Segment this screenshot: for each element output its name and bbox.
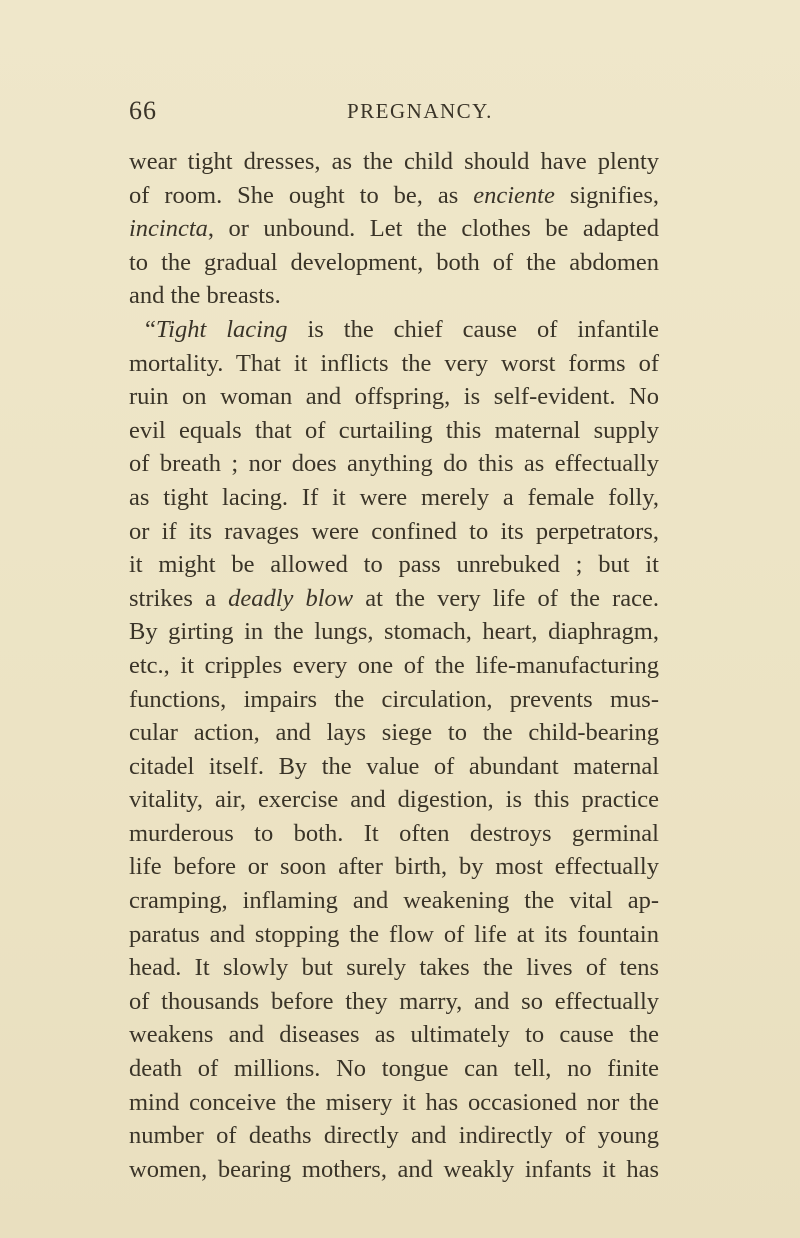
text-line: evil equals that of curtailing this maternal supply (129, 416, 659, 444)
text-line: it might be allowed to pass unrebuked ; but it (129, 551, 659, 579)
text-line: to the gradual development, both of the abdomen (129, 248, 659, 276)
text-line: number of deaths directly and indirectly of young (129, 1122, 659, 1150)
text-line: By girting in the lungs, stomach, heart, diaphragm, (129, 618, 659, 646)
text-line: of room. She ought to be, as enciente signifies, (129, 181, 659, 209)
page-number: 66 (129, 96, 157, 125)
text-line: as tight lacing. If it were merely a female folly, (129, 483, 659, 511)
text-line: mind conceive the misery it has occasioned nor the (129, 1088, 659, 1116)
text-line: of breath ; nor does anything do this as effectually (129, 450, 659, 478)
text-line: weakens and diseases as ultimately to cause the (129, 1021, 659, 1049)
text-line: and the breasts. (129, 282, 281, 310)
text-line: death of millions. No tongue can tell, no finite (129, 1055, 659, 1083)
text-line: paratus and stopping the flow of life at its fountain (129, 920, 659, 948)
text-line: vitality, air, exercise and digestion, is this practice (129, 786, 659, 814)
text-line: citadel itself. By the value of abundant maternal (129, 752, 659, 780)
text-line: strikes a deadly blow at the very life of the race. (129, 584, 659, 612)
italic-term: incincta (129, 215, 208, 243)
text-line: women, bearing mothers, and weakly infants it has (129, 1155, 659, 1183)
text-line: “Tight lacing is the chief cause of infantile (145, 315, 659, 343)
text-line: or if its ravages were confined to its perpetrators, (129, 517, 659, 545)
text-line: etc., it cripples every one of the life-manufacturing (129, 651, 659, 679)
text-line: wear tight dresses, as the child should have plenty (129, 148, 659, 175)
text-line: incincta, or unbound. Let the clothes be adapted (129, 215, 659, 243)
italic-term: Tight lacing (155, 315, 288, 343)
text-line: murderous to both. It often destroys germinal (129, 819, 659, 847)
text-line: cular action, and lays siege to the child-bearing (129, 719, 659, 747)
text-line: life before or soon after birth, by most effectually (129, 853, 659, 881)
text-line: of thousands before they marry, and so effectually (129, 987, 659, 1015)
running-head: PREGNANCY. (347, 99, 493, 123)
body-text (129, 145, 659, 1186)
text-line: ruin on woman and offspring, is self-evident. No (129, 383, 659, 411)
text-line: cramping, inflaming and weakening the vital ap- (129, 887, 659, 915)
page-header (129, 96, 659, 132)
italic-term: deadly blow (228, 584, 354, 612)
text-line: functions, impairs the circulation, prevents mus- (129, 685, 659, 713)
text-line: mortality. That it inflicts the very worst forms of (129, 349, 659, 377)
italic-term: enciente (473, 181, 555, 209)
text-line: head. It slowly but surely takes the lives of tens (129, 954, 659, 982)
